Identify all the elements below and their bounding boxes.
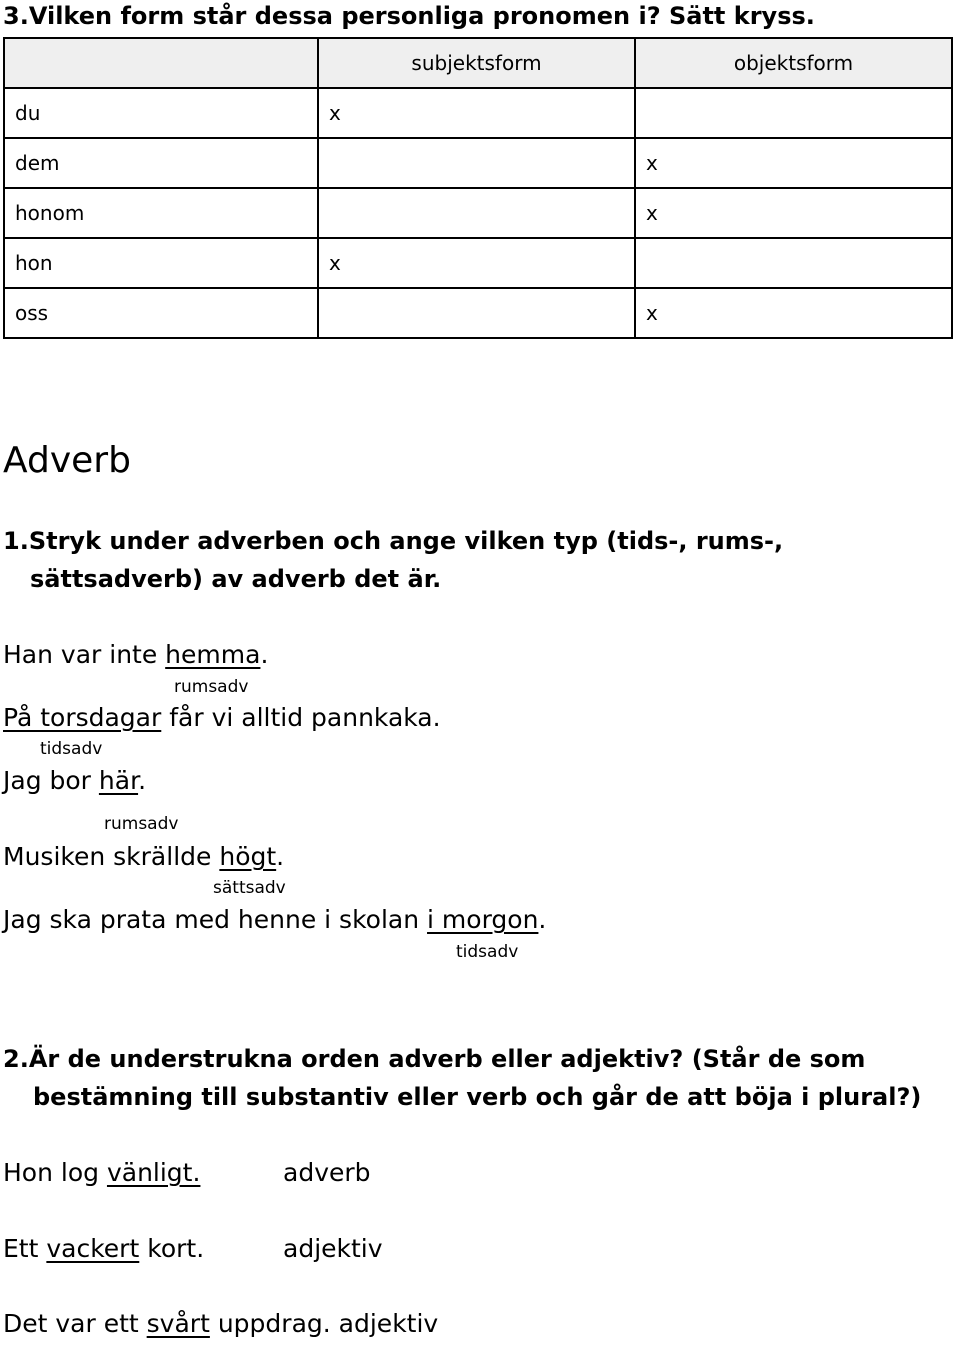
pronoun-table bbox=[3, 37, 953, 339]
objektsform-cell bbox=[635, 238, 952, 288]
sentence-3 bbox=[3, 766, 146, 795]
sentence-text: . bbox=[538, 905, 547, 934]
q2-item-1 bbox=[3, 1158, 200, 1187]
q2-text-line1: Är de understrukna orden adverb eller adjektiv? (Står de som bbox=[28, 1045, 866, 1073]
objektsform-cell: x bbox=[635, 188, 952, 238]
table-row bbox=[4, 138, 952, 188]
adverb-type-label: tidsadv bbox=[456, 942, 519, 962]
table-row bbox=[4, 188, 952, 238]
sentence-text: kort. bbox=[139, 1234, 205, 1263]
table-row bbox=[4, 88, 952, 138]
underlined-word: vänligt. bbox=[106, 1158, 201, 1187]
sentence-text: Musiken skrällde bbox=[3, 842, 220, 871]
q2-answer-3: adjektiv bbox=[338, 1309, 439, 1338]
q2-answer-1: adverb bbox=[283, 1158, 371, 1187]
q3-heading bbox=[3, 2, 815, 30]
underlined-word: svårt bbox=[146, 1309, 210, 1338]
q1-line1 bbox=[3, 527, 783, 555]
pronoun-cell: oss bbox=[4, 288, 318, 338]
sentence-text: Ett bbox=[3, 1234, 47, 1263]
sentence-2 bbox=[3, 703, 441, 732]
subjektsform-cell bbox=[318, 188, 635, 238]
sentence-text: . bbox=[260, 640, 269, 669]
pronoun-cell: honom bbox=[4, 188, 318, 238]
table-header-row bbox=[4, 38, 952, 88]
q1-text-line1: Stryk under adverben och ange vilken typ (tids-, rums-, bbox=[28, 527, 784, 555]
q3-number: 3. bbox=[3, 2, 29, 30]
underlined-adverb: högt bbox=[219, 842, 277, 871]
subjektsform-cell bbox=[318, 288, 635, 338]
objektsform-cell bbox=[635, 88, 952, 138]
q2-item-3 bbox=[3, 1309, 438, 1338]
adverb-type-label: rumsadv bbox=[104, 814, 179, 834]
header-cell-objektsform: objektsform bbox=[635, 38, 952, 88]
sentence-text: . bbox=[276, 842, 285, 871]
q1-line2: sättsadverb) av adverb det är. bbox=[30, 565, 442, 593]
sentence-text: får vi alltid pannkaka. bbox=[161, 703, 441, 732]
objektsform-cell: x bbox=[635, 288, 952, 338]
adverb-type-label: rumsadv bbox=[174, 677, 249, 697]
header-cell-empty bbox=[4, 38, 318, 88]
sentence-text: Det var ett bbox=[3, 1309, 147, 1338]
pronoun-cell: hon bbox=[4, 238, 318, 288]
sentence-text: Jag ska prata med henne i skolan bbox=[3, 905, 428, 934]
subjektsform-cell: x bbox=[318, 88, 635, 138]
underlined-adverb: hemma bbox=[165, 640, 261, 669]
q3-title: Vilken form står dessa personliga pronomen i? Sätt kryss. bbox=[28, 2, 815, 30]
sentence-text: . bbox=[138, 766, 147, 795]
sentence-text: uppdrag. bbox=[209, 1309, 331, 1338]
underlined-word: vackert bbox=[46, 1234, 140, 1263]
adverb-type-label: tidsadv bbox=[40, 739, 103, 759]
sentence-text: Jag bor bbox=[3, 766, 99, 795]
underlined-adverb: i morgon bbox=[427, 905, 539, 934]
q1-number: 1. bbox=[3, 527, 29, 555]
subjektsform-cell bbox=[318, 138, 635, 188]
q2-item-2 bbox=[3, 1234, 204, 1263]
table-row bbox=[4, 288, 952, 338]
sentence-text: Han var inte bbox=[3, 640, 166, 669]
subjektsform-cell: x bbox=[318, 238, 635, 288]
underlined-adverb: På torsdagar bbox=[3, 703, 162, 732]
sentence-text: Hon log bbox=[3, 1158, 107, 1187]
pronoun-cell: du bbox=[4, 88, 318, 138]
pronoun-cell: dem bbox=[4, 138, 318, 188]
adverb-type-label: sättsadv bbox=[213, 878, 286, 898]
q2-number: 2. bbox=[3, 1045, 29, 1073]
sentence-1 bbox=[3, 640, 268, 669]
sentence-5 bbox=[3, 905, 546, 934]
header-cell-subjektsform: subjektsform bbox=[318, 38, 635, 88]
sentence-4 bbox=[3, 842, 284, 871]
table-row bbox=[4, 238, 952, 288]
q2-line1 bbox=[3, 1045, 865, 1073]
q2-line2: bestämning till substantiv eller verb och går de att böja i plural?) bbox=[33, 1083, 922, 1111]
underlined-adverb: här bbox=[98, 766, 139, 795]
objektsform-cell: x bbox=[635, 138, 952, 188]
q2-answer-2: adjektiv bbox=[283, 1234, 383, 1263]
adverb-heading: Adverb bbox=[3, 440, 131, 481]
